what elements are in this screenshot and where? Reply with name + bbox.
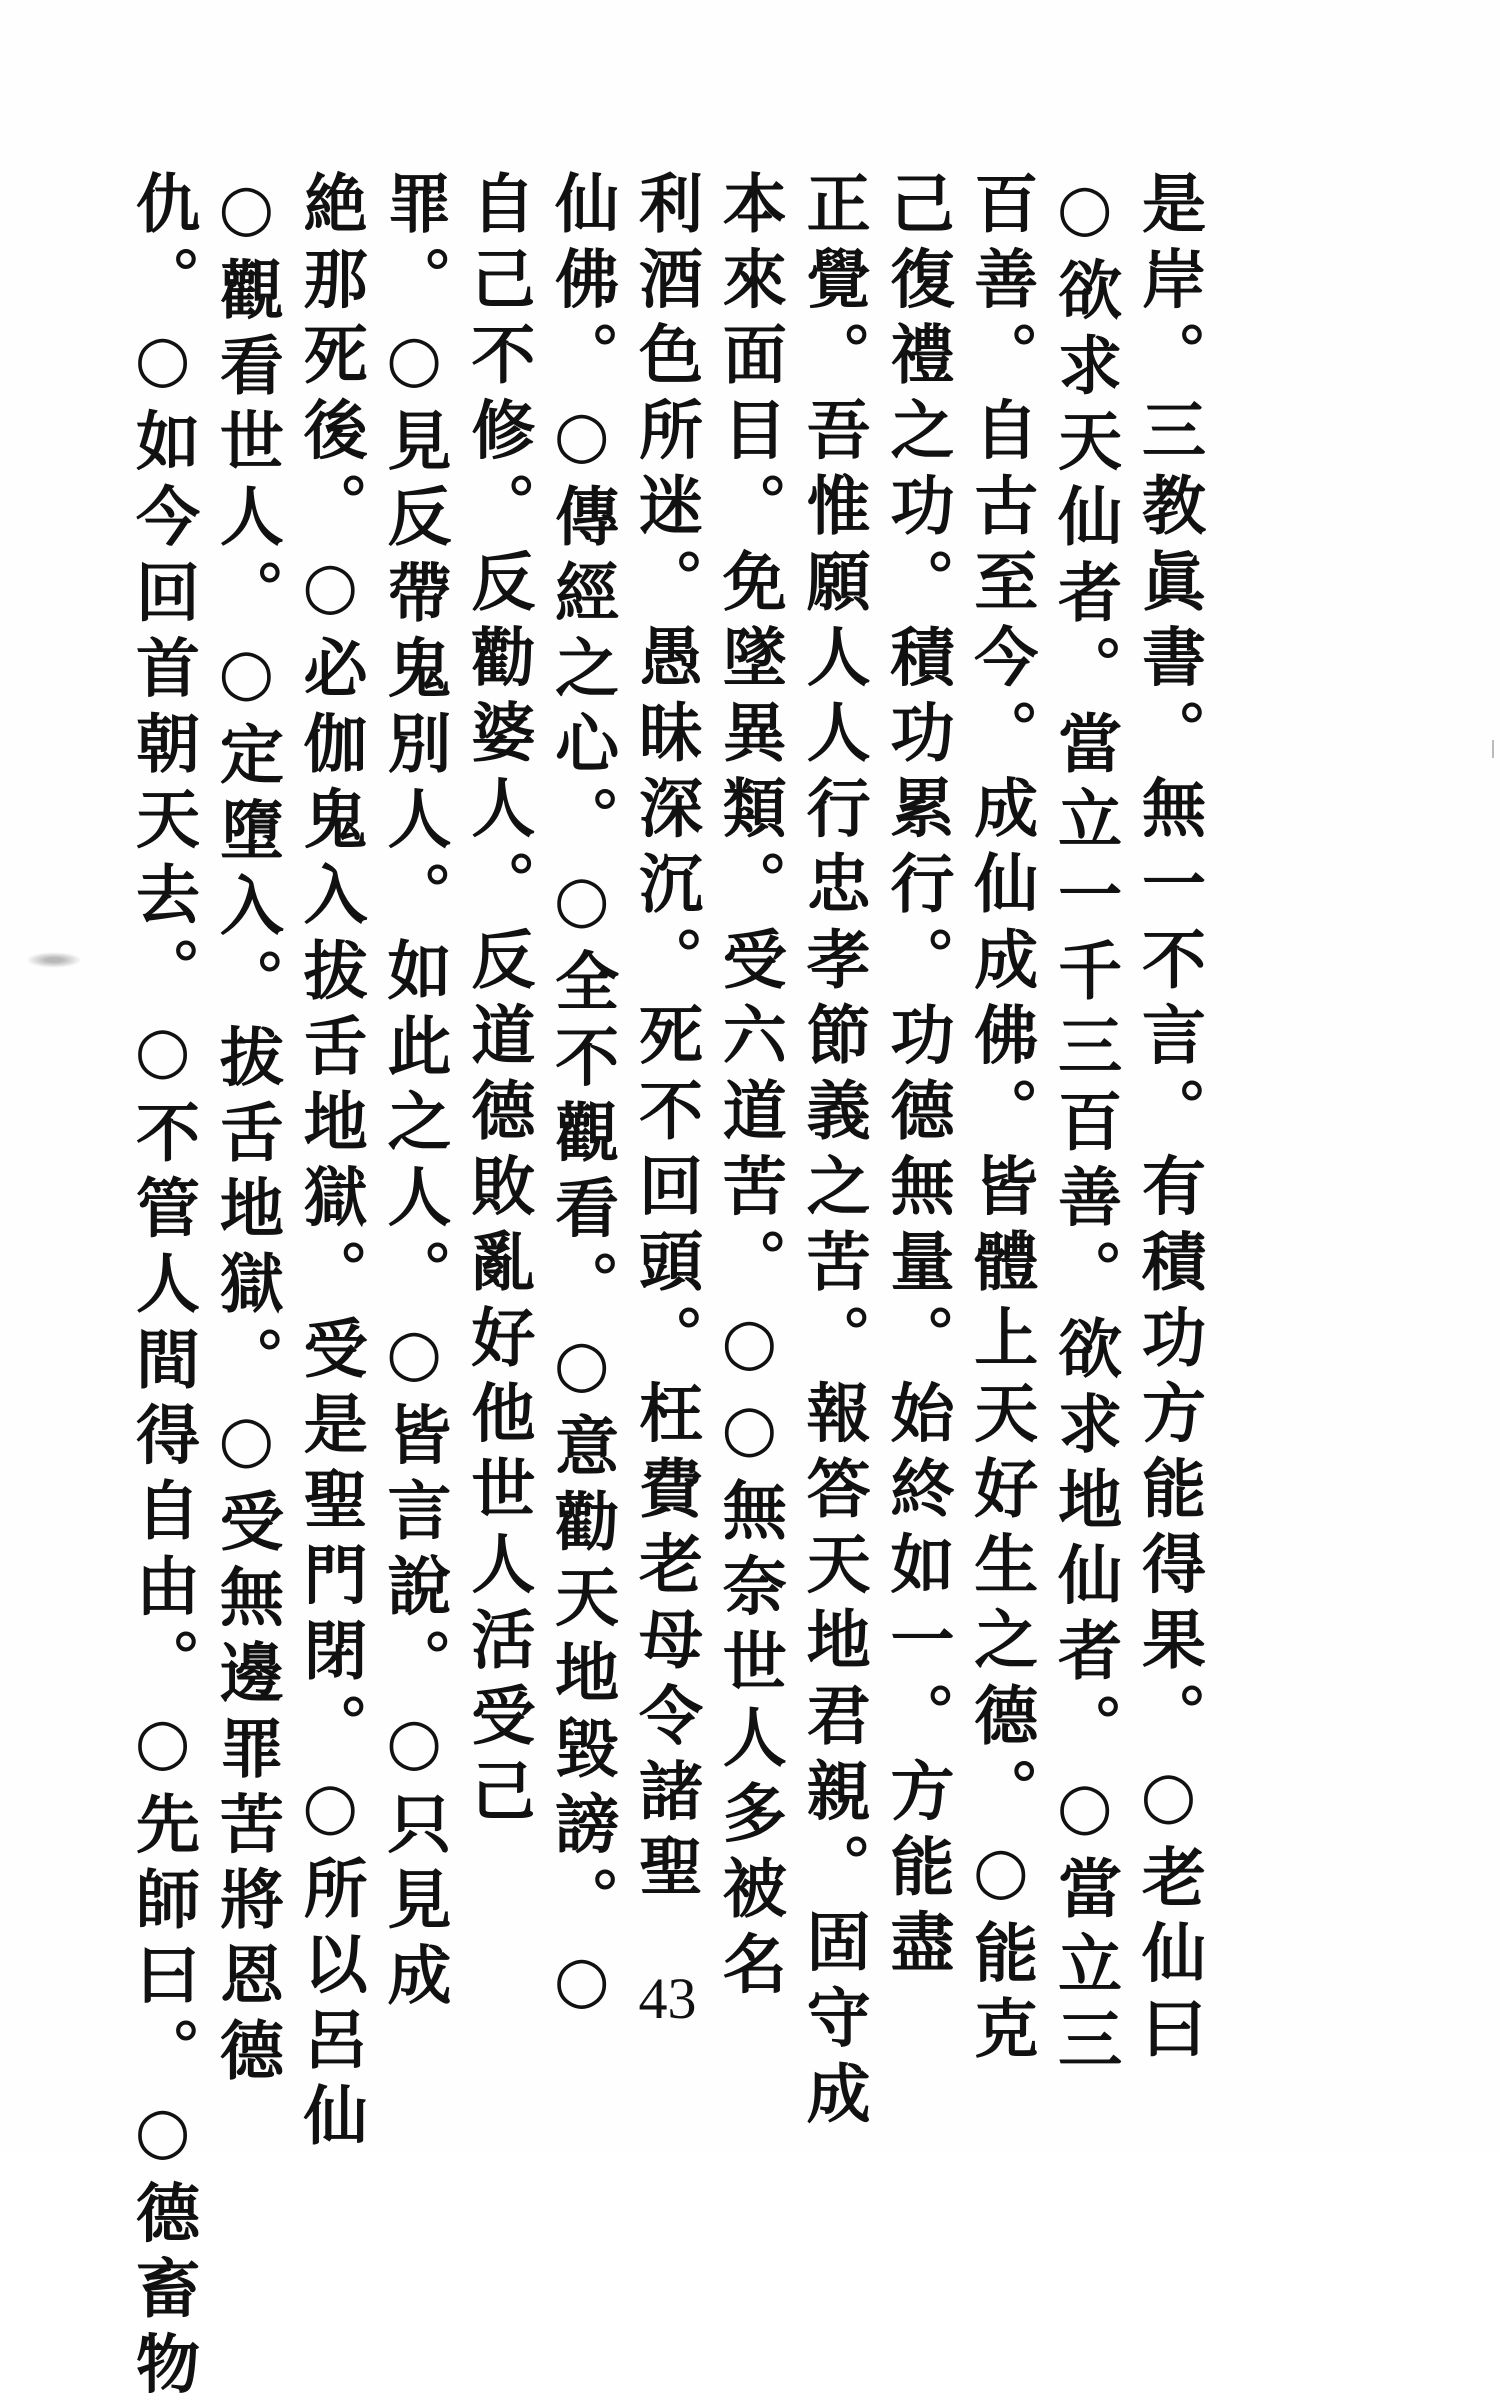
text-column: 利酒色所迷。愚昧深沉。死不回頭。枉費老母令諸聖 (627, 170, 703, 1909)
text-column: 仇。○如今回首朝天去。○不管人間得自由。○先師曰。○德畜物 (125, 170, 200, 2406)
text-column: ○欲求天仙者。當立一千三百善。欲求地仙者。○當立三 (1047, 170, 1123, 2082)
text-column: 罪。○見反帶鬼別人。如此之人。○皆言說。○只見成 (376, 170, 452, 2018)
page-number: 43 (638, 1966, 697, 2031)
text-column: 己復禮之功。積功累行。功德無量。始終如一。方能盡 (879, 170, 955, 1985)
text-column: 是岸。三教眞書。無一不言。有積功方能得果。○老仙曰 (1130, 170, 1206, 2071)
text-column: 仙佛。○傳經之心。○全不觀看。○意勸天地毀謗。○ (544, 170, 620, 2029)
text-column: 正覺。吾惟願人人行忠孝節義之苦。報答天地君親。固守成 (795, 170, 871, 2136)
text-column: 本來面目。免墜異類。受六道苦。○○無奈世人多被名 (711, 170, 787, 2007)
text-column: 自己不修。反勸婆人。反道德敗亂好他世人活受己 (460, 170, 536, 1834)
scan-edge-mark (1492, 740, 1494, 758)
text-column: ○觀看世人。○定墮入。拔舌地獄。○受無邊罪苦將恩德 (208, 170, 284, 2093)
text-column: 絶那死後。○必伽鬼入拔舌地獄。受是聖門閉。○所以呂仙 (292, 170, 368, 2158)
text-column: 百善。自古至今。成仙成佛。皆體上天好生之德。○能克 (963, 170, 1039, 2071)
scan-smudge (26, 952, 82, 968)
